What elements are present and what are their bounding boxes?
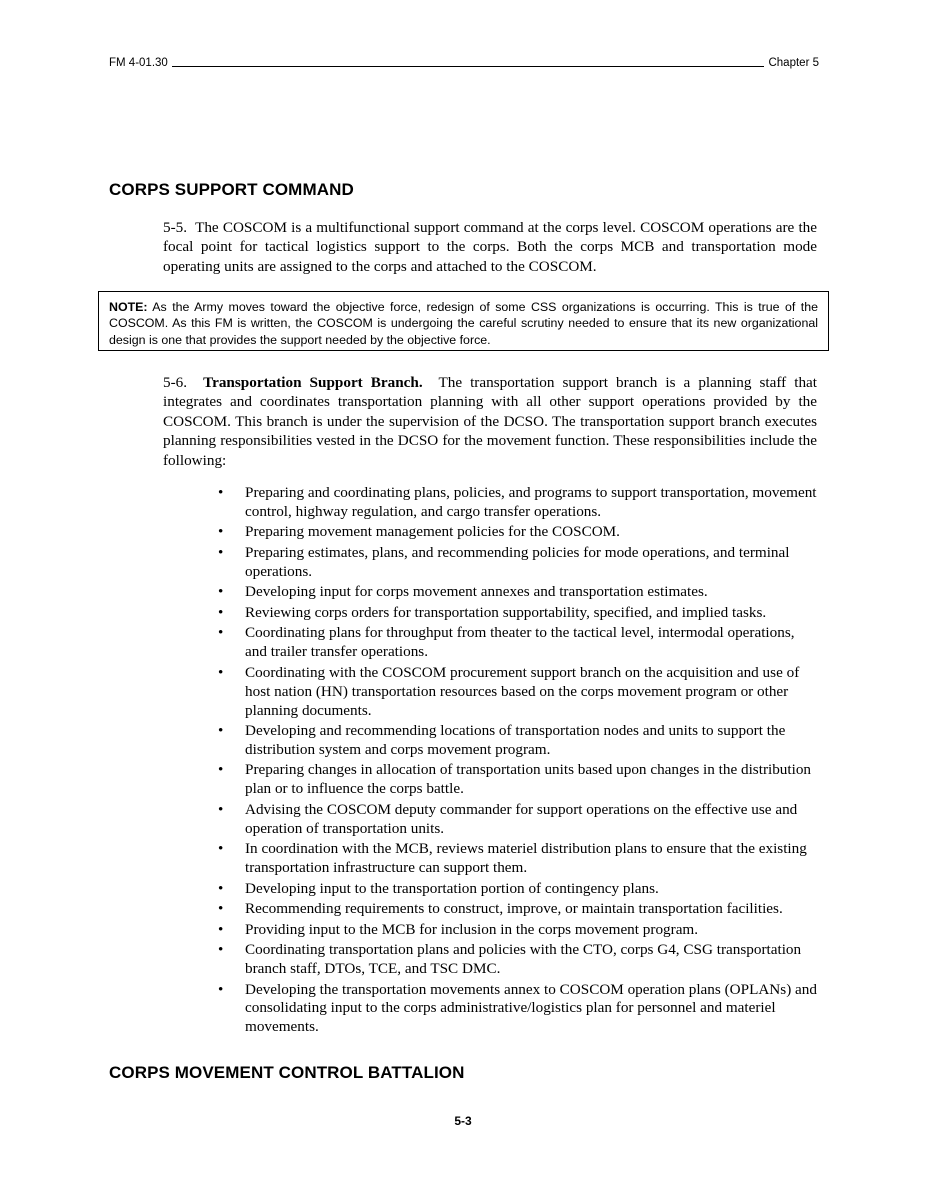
list-item (218, 543, 817, 582)
bullet-icon: • (218, 879, 224, 897)
list-item (218, 603, 817, 623)
list-item-text: Developing and recommending locations of transportation nodes and units to support the distribution system and corps movement program. (245, 722, 786, 758)
paragraph-text: The transportation support branch is a planning staff that integrates and coordinates transportation planning with all other support operations provided by the COSCOM. This branch is under the supervision of the DCSO. The transportation support branch executes planning responsibilities vested in the DCSO for the movement function. These responsibilities include the following: (163, 374, 817, 469)
page-number: 5-3 (454, 1114, 472, 1128)
list-item (218, 980, 817, 1038)
bullet-icon: • (218, 523, 224, 541)
list-item-text: Preparing estimates, plans, and recommending policies for mode operations, and terminal operations. (245, 543, 790, 580)
bullet-icon: • (218, 900, 224, 918)
bullet-icon: • (218, 941, 224, 959)
bullet-icon: • (218, 663, 224, 681)
list-item (218, 941, 817, 979)
bullet-icon: • (218, 603, 224, 621)
list-item-text: Developing the transportation movements annex to COSCOM operation plans (OPLANs) and consolidating input to the corps administrative/logistics plan for personnel and materiel movements. (245, 980, 817, 1036)
responsibilities-list (218, 484, 817, 1039)
list-item (218, 800, 817, 839)
list-item-text: Coordinating transportation plans and policies with the CTO, corps G4, CSG transportation branch staff, DTOs, TCE, and TSC DMC. (245, 941, 802, 978)
section-heading-corps-support-command: CORPS SUPPORT COMMAND (109, 180, 354, 199)
list-item (218, 484, 817, 522)
list-item (218, 583, 817, 602)
paragraph-text: The COSCOM is a multifunctional support command at the corps level. COSCOM operations are the focal point for tactical logistics support to the corps. Both the corps MCB and transportation mode operating units are assigned to the corps and attached to the COSCOM. (163, 219, 817, 275)
paragraph-number: 5-5. (163, 219, 188, 236)
bullet-icon: • (218, 840, 224, 858)
note-text: As the Army moves toward the objective force, redesign of some CSS organizations is occurring. This is true of the COSCOM. As this FM is written, the COSCOM is undergoing the careful scrutiny needed to ensure that its new organizational design is one that provides the support needed by the objective force. (109, 300, 818, 347)
list-item-text: Preparing and coordinating plans, policies, and programs to support transportation, movement control, highway regulation, and cargo transfer operations. (245, 484, 817, 520)
list-item-text: Providing input to the MCB for inclusion in the corps movement program. (245, 920, 699, 938)
note-box (98, 291, 829, 351)
list-item-text: Preparing movement management policies for the COSCOM. (245, 523, 620, 541)
header-rule (172, 66, 765, 67)
paragraph-title: Transportation Support Branch. (203, 374, 423, 391)
chapter-label: Chapter 5 (768, 57, 819, 69)
list-item-text: In coordination with the MCB, reviews materiel distribution plans to ensure that the existing transportation infrastructure can support them. (245, 840, 807, 877)
list-item (218, 722, 817, 760)
bullet-icon: • (218, 920, 224, 938)
list-item (218, 523, 817, 542)
section-heading-corps-movement-control-battalion: CORPS MOVEMENT CONTROL BATTALION (109, 1063, 465, 1082)
list-item-text: Coordinating plans for throughput from theater to the tactical level, intermodal operations, and trailer transfer operations. (245, 624, 795, 661)
list-item (218, 879, 817, 899)
paragraph-5-6 (163, 373, 817, 470)
bullet-icon: • (218, 980, 224, 998)
bullet-icon: • (218, 761, 224, 779)
list-item-text: Developing input to the transportation portion of contingency plans. (245, 879, 659, 897)
note-label: NOTE: (109, 300, 148, 314)
bullet-icon: • (218, 800, 224, 818)
list-item-text: Advising the COSCOM deputy commander for support operations on the effective use and operation of transportation units. (245, 800, 798, 837)
list-item (218, 900, 817, 919)
bullet-icon: • (218, 722, 224, 740)
list-item (218, 920, 817, 940)
list-item-text: Coordinating with the COSCOM procurement support branch on the acquisition and use of host nation (HN) transportation resources based on the corps movement program or other planning documents. (245, 663, 800, 719)
paragraph-5-5 (163, 218, 817, 276)
paragraph-number: 5-6. (163, 374, 188, 391)
page-header (109, 53, 819, 69)
bullet-icon: • (218, 484, 224, 501)
bullet-icon: • (218, 583, 224, 601)
bullet-icon: • (218, 624, 224, 642)
list-item-text: Developing input for corps movement annexes and transportation estimates. (245, 583, 708, 601)
list-item-text: Recommending requirements to construct, improve, or maintain transportation facilities. (245, 900, 783, 918)
list-item-text: Preparing changes in allocation of transportation units based upon changes in the distribution plan or to influence the corps battle. (245, 761, 812, 798)
list-item (218, 624, 817, 662)
list-item (218, 840, 817, 878)
doc-id: FM 4-01.30 (109, 57, 168, 69)
list-item-text: Reviewing corps orders for transportation supportability, specified, and implied tasks. (245, 603, 767, 621)
list-item (218, 761, 817, 799)
list-item (218, 663, 817, 721)
bullet-icon: • (218, 543, 224, 561)
